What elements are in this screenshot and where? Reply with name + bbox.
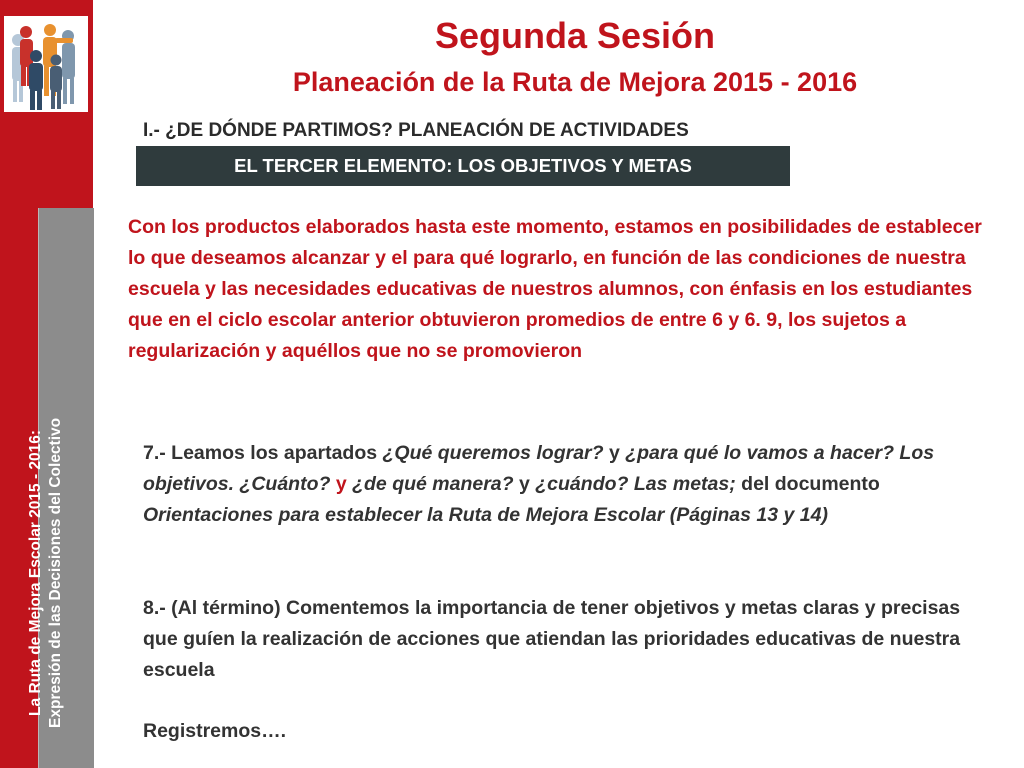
step-8-paragraph: 8.- (Al término) Comentemos la importancia de tener objetivos y metas claras y precisas que guíen la realización de acciones que atiendan las prioridades educativas de nuestra escuela <box>143 597 961 681</box>
slide-title: Segunda Sesión <box>434 15 716 56</box>
people-group-logo-icon <box>4 16 88 112</box>
step-7-text-8: ¿cuándo? Las metas; <box>535 473 736 495</box>
slide-subtitle: Planeación de la Ruta de Mejora 2015 - 2016 <box>292 67 858 97</box>
step-7-text-4: ¿para qué lo vamos a hacer? Los objetivos. ¿Cuánto? <box>143 442 935 495</box>
step-7-text-3: y <box>603 442 626 464</box>
step-7-text-5: y <box>330 473 353 495</box>
side-panel <box>27 208 94 768</box>
vertical-footer-line-2: Expresión de las Decisiones del Colectivo <box>47 417 64 728</box>
vertical-footer-text <box>26 418 66 728</box>
section-heading: I.- ¿DE DÓNDE PARTIMOS? PLANEACIÓN DE ACTIVIDADES <box>143 120 689 141</box>
step-7-text-7: y <box>513 473 536 495</box>
intro-paragraph: Con los productos elaborados hasta este momento, estamos en posibilidades de establecer lo que deseamos alcanzar y el para qué lograrlo, en función de las condiciones de nuestra escuela y las necesidades educativas de nuestros alumnos, con énfasis en los estudiantes que en el ciclo escolar anterior obtuvieron promedios de entre 6 y 6. 9, los sujetos a regularización y aquéllos que no se promovieron <box>128 216 982 362</box>
element-banner: EL TERCER ELEMENTO: LOS OBJETIVOS Y METAS <box>136 146 790 186</box>
register-prompt: Registremos…. <box>143 720 287 742</box>
step-7-paragraph <box>143 438 983 531</box>
left-accent-bar <box>0 0 93 768</box>
step-7-text-9: del documento <box>735 473 880 495</box>
step-7-text-10: Orientaciones para establecer la Ruta de Mejora Escolar (Páginas 13 y 14) <box>143 504 828 526</box>
step-7-text-2: ¿Qué queremos lograr? <box>382 442 604 464</box>
step-7-text-6: ¿de qué manera? <box>352 473 514 495</box>
step-7-text-1: 7.- Leamos los apartados <box>143 442 383 464</box>
vertical-footer-line-1: La Ruta de Mejora Escolar 2015 - 2016: <box>27 429 44 716</box>
